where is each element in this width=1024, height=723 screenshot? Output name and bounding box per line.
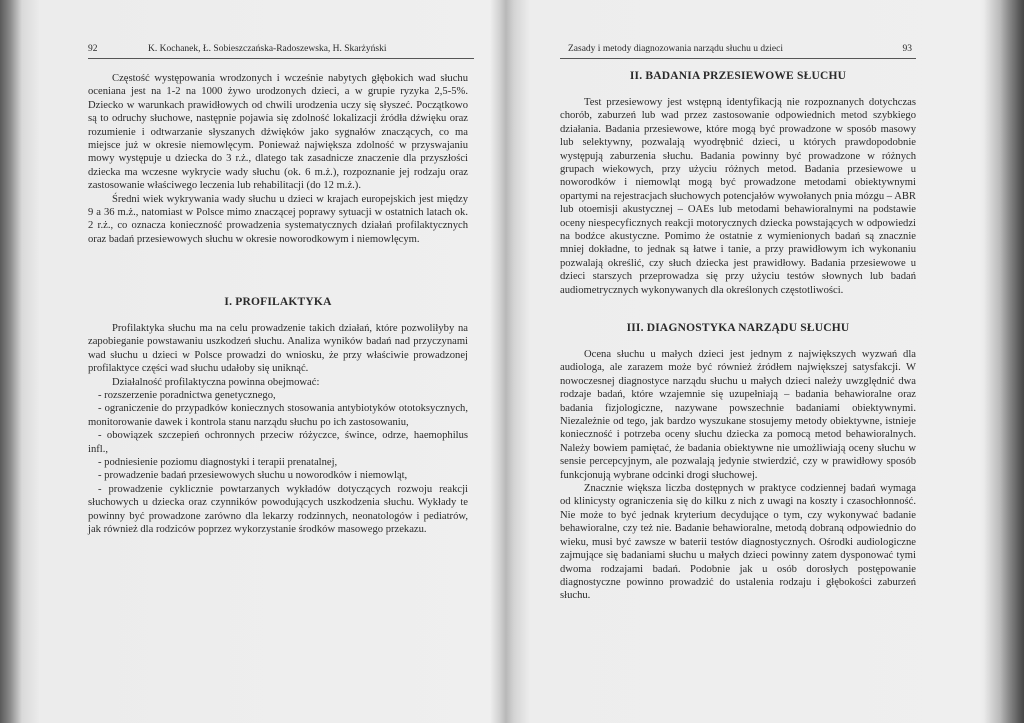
section-title-badania-przesiewowe: II. BADANIA PRZESIEWOWE SŁUCHU: [629, 70, 847, 82]
section-title-diagnostyka: III. DIAGNOSTYKA NARZĄDU SŁUCHU: [626, 322, 850, 334]
list-item: - rozszerzenie poradnictwa genetycznego,: [98, 390, 276, 402]
left-running-head-text: K. Kochanek, Ł. Sobieszczańska-Radoszewska, H. Skarżyński: [148, 44, 387, 54]
left-section-body: [88, 322, 468, 537]
section-title-profilaktyka: I. PROFILAKTYKA: [224, 296, 332, 308]
list-item: - podniesienie poziomu diagnostyki i terapii prenatalnej,: [98, 457, 338, 469]
right-running-head-text: Zasady i metody diagnozowania narządu słuchu u dzieci: [568, 44, 783, 54]
page-edge-shadow: [984, 0, 1024, 723]
paragraph: Profilaktyka słuchu ma na celu prowadzenie takich działań, które pozwoliłyby na zapobieganie powstawaniu uszkodzeń słuchu. Analiza wyników badań nad przyczynami wad słuchu u dzieci w Polsce prowadzi do wniosku, że przy właściwie prowadzonej profilaktyce części wad słuchu udałoby się uniknąć.: [88, 323, 468, 375]
left-page-number: 92: [88, 44, 98, 54]
paragraph: Częstość występowania wrodzonych i wcześnie nabytych głębokich wad słuchu oceniana jest na 1-2 na 1000 żywo urodzonych dzieci, a w grupie ryzyka 2,5-5%. Dziecko w warunkach prawidłowych od chwili urodzenia uczy się słyszeć. Początkowo są to odruchy słuchowe, następnie pojawia się zdolność lokalizacji źródła dźwięku oraz rozumienie i odtwarzanie słyszanych dźwięków jako sygnałów znaczących, co ma miejsce już w okresie niemowlęcym. Ponieważ największa zdolność w przyswajaniu mowy występuje u dziecka do 3 r.ż., dlatego tak zasadnicze znaczenie dla przyszłości dziecka ma wczesne wykrycie wady słuchu (ok. 6 m.ż.), rozpoznanie jej rodzaju oraz zastosowanie właściwego leczenia lub rehabilitacji (do 12 m.ż.).: [88, 73, 468, 192]
list-item: - prowadzenie badań przesiewowych słuchu u noworodków i niemowląt,: [98, 470, 408, 482]
left-intro: [88, 72, 468, 246]
paragraph: Średni wiek wykrywania wady słuchu u dzieci w krajach europejskich jest między 9 a 36 m.ż., natomiast w Polsce mimo znaczącej poprawy sytuacji w ostatnich latach ok. 2 r.ż., co oznacza konieczność prowadzenia systematycznych działań profilaktycznych oraz badań przesiewowych słuchu w okresie noworodkowym i niemowlęcym.: [88, 193, 468, 245]
paragraph: Ocena słuchu u małych dzieci jest jednym z największych wyzwań dla audiologa, ale zarazem może być również źródłem największej satysfakcji. W nowoczesnej diagnostyce narządu słuchu u małych dzieci należy uwzględnić dwa rodzaje badań, które wzajemnie się uzupełniają – badania behawioralne oraz badania fizjologiczne, nazywane powszechnie badaniami obiektywnymi. Niezależnie od tego, jak bardzo wyszukane stosujemy metody obiektywne, istnieje konieczność i potrzeba oceny słuchu dziecka za pomocą metod behawioralnych. Należy bowiem pamiętać, że badania obiektywne nie umożliwiają oceny słuchu w sensie percepcyjnym, ale pozwalają jedynie stwierdzić, czy w prawidłowy sposób funkcjonują wybrane odcinki drogi słuchowej.: [560, 349, 916, 481]
left-running-head: [88, 44, 474, 59]
left-page: [60, 0, 480, 723]
list-item: - prowadzenie cyklicznie powtarzanych wykładów dotyczących rozwoju reakcji słuchowych u dziecka oraz czynników powodujących uszkodzenia słuchu. Wykłady te powinny być prowadzone zarówno dla lekarzy rodzinnych, neonatologów i pediatrów, jak również dla rodziców poprzez wykorzystanie środków masowego przekazu.: [88, 483, 468, 536]
paragraph: Test przesiewowy jest wstępną identyfikacją nie rozpoznanych dotychczas chorób, zaburzeń lub wad przez zastosowanie odpowiednich metod szybkiego działania. Badania przesiewowe, które mogą być prowadzone w sposób masowy lub selektywny, pozwalają wyodrębnić dzieci, u których prawdopodobnie występują zaburzenia słuchu. Badania powinny być prowadzone w różnych grupach wiekowych, przy użyciu różnych metod. Badania przesiewowe u noworodków i niemowląt mogą być prowadzone metodami obiektywnymi opartymi na rejestracjach słuchowych potencjałów wywołanych pnia mózgu – ABR lub otoemisji akustycznej – OAEs lub metodami behawioralnymi na podstawie oceny niespecyficznych reakcji motorycznych dziecka powstających w odpowiedzi na bodźce akustyczne. Pomimo że ostatnie z wymienionych badań są znacznie mniej dokładne, to jednak są łatwe i tanie, a przy prawidłowym ich wykonaniu pozwalają określić, czy słuch dziecka jest prawidłowy. Badania przesiewowe u dzieci starszych przeprowadza się przy użyciu testów słownych lub badań audiometrycznych wykonywanych dla określonych częstotliwości.: [560, 97, 916, 296]
list-item: - ograniczenie do przypadków koniecznych stosowania antybiotyków ototoksycznych, monitorowanie dawek i kontrola stanu narządu słuchu po ich zastosowaniu,: [88, 403, 468, 428]
right-page: [560, 0, 920, 723]
list-item: - obowiązek szczepień ochronnych przeciw różyczce, śwince, odrze, haemophilus infl.,: [88, 430, 468, 455]
right-section3-body: [560, 348, 916, 603]
right-page-number: 93: [902, 44, 912, 54]
right-section2-body: [560, 96, 916, 297]
paragraph: Działalność profilaktyczna powinna obejmować:: [112, 376, 320, 388]
right-running-head: [560, 44, 916, 59]
paragraph: Znacznie większa liczba dostępnych w praktyce codziennej badań wymaga od klinicysty ograniczenia się do kilku z nich z uwagi na koszty i czasochłonność. Nie może to być jednak kryterium decydujące o tym, czy wykonywać badanie behawioralne, czy też nie. Badanie behawioralne, metodą dobraną odpowiednio do wieku, musi być zawsze w baterii testów diagnostycznych. Ośrodki audiologiczne zajmujące się badaniami słuchu u małych dzieci powinny zatem dysponować tymi dwoma rodzajami badań. Podobnie jak u osób dorosłych postępowanie diagnostyczne powinno prowadzić do ustalenia rodzaju i głębokości zaburzeń słuchu.: [560, 483, 916, 602]
